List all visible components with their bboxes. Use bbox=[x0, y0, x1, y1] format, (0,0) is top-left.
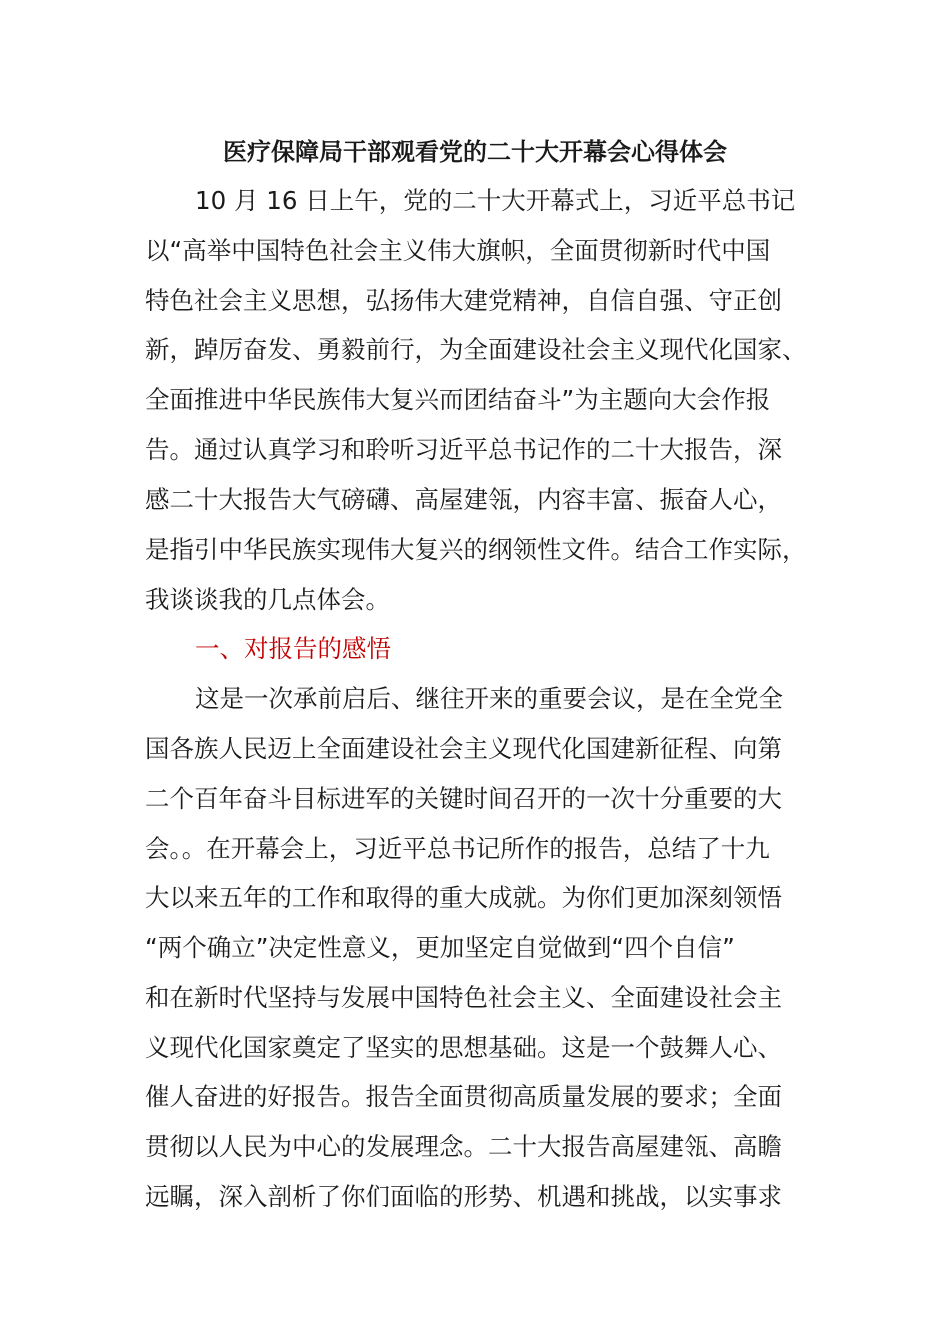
section-heading: 一、对报告的感悟 bbox=[195, 634, 391, 663]
paragraph-line: 全面推进中华民族伟大复兴而团结奋斗”为主题向大会作报 bbox=[145, 385, 771, 414]
paragraph-line: 义现代化国家奠定了坚实的思想基础。这是一个鼓舞人心、 bbox=[145, 1033, 782, 1062]
paragraph-line: 是指引中华民族实现伟大复兴的纲领性文件。结合工作实际， bbox=[145, 535, 807, 564]
paragraph-line: 这是一次承前启后、继往开来的重要会议，是在全党全 bbox=[195, 684, 783, 713]
paragraph-line: 特色社会主义思想，弘扬伟大建党精神，自信自强、守正创 bbox=[145, 286, 782, 315]
paragraph-line: 和在新时代坚持与发展中国特色社会主义、全面建设社会主 bbox=[145, 983, 782, 1012]
paragraph-line: “两个确立”决定性意义，更加坚定自觉做到“四个自信” bbox=[145, 933, 735, 962]
paragraph-line: 远瞩，深入剖析了你们面临的形势、机遇和挑战，以实事求 bbox=[145, 1182, 782, 1211]
paragraph-line: 告。通过认真学习和聆听习近平总书记作的二十大报告，深 bbox=[145, 435, 782, 464]
paragraph-line: 我谈谈我的几点体会。 bbox=[145, 585, 390, 614]
paragraph-line: 大以来五年的工作和取得的重大成就。为你们更加深刻领悟 bbox=[145, 883, 782, 912]
paragraph-line: 感二十大报告大气磅礴、高屋建瓴，内容丰富、振奋人心， bbox=[145, 485, 782, 514]
paragraph-line: 国各族人民迈上全面建设社会主义现代化国建新征程、向第 bbox=[145, 734, 782, 763]
paragraph-line: 10 月 16 日上午，党的二十大开幕式上，习近平总书记 bbox=[195, 186, 796, 215]
document-title: 医疗保障局干部观看党的二十大开幕会心得体会 bbox=[223, 138, 727, 166]
paragraph-line: 贯彻以人民为中心的发展理念。二十大报告高屋建瓴、高瞻 bbox=[145, 1132, 782, 1161]
paragraph-line: 以“高举中国特色社会主义伟大旗帜，全面贯彻新时代中国 bbox=[145, 236, 771, 265]
paragraph-line: 二个百年奋斗目标进军的关键时间召开的一次十分重要的大 bbox=[145, 784, 782, 813]
paragraph-line: 催人奋进的好报告。报告全面贯彻高质量发展的要求；全面 bbox=[145, 1082, 782, 1111]
paragraph-line: 新，踔厉奋发、勇毅前行，为全面建设社会主义现代化国家、 bbox=[145, 335, 807, 364]
paragraph-line: 会。。在开幕会上，习近平总书记所作的报告，总结了十九 bbox=[145, 834, 770, 863]
